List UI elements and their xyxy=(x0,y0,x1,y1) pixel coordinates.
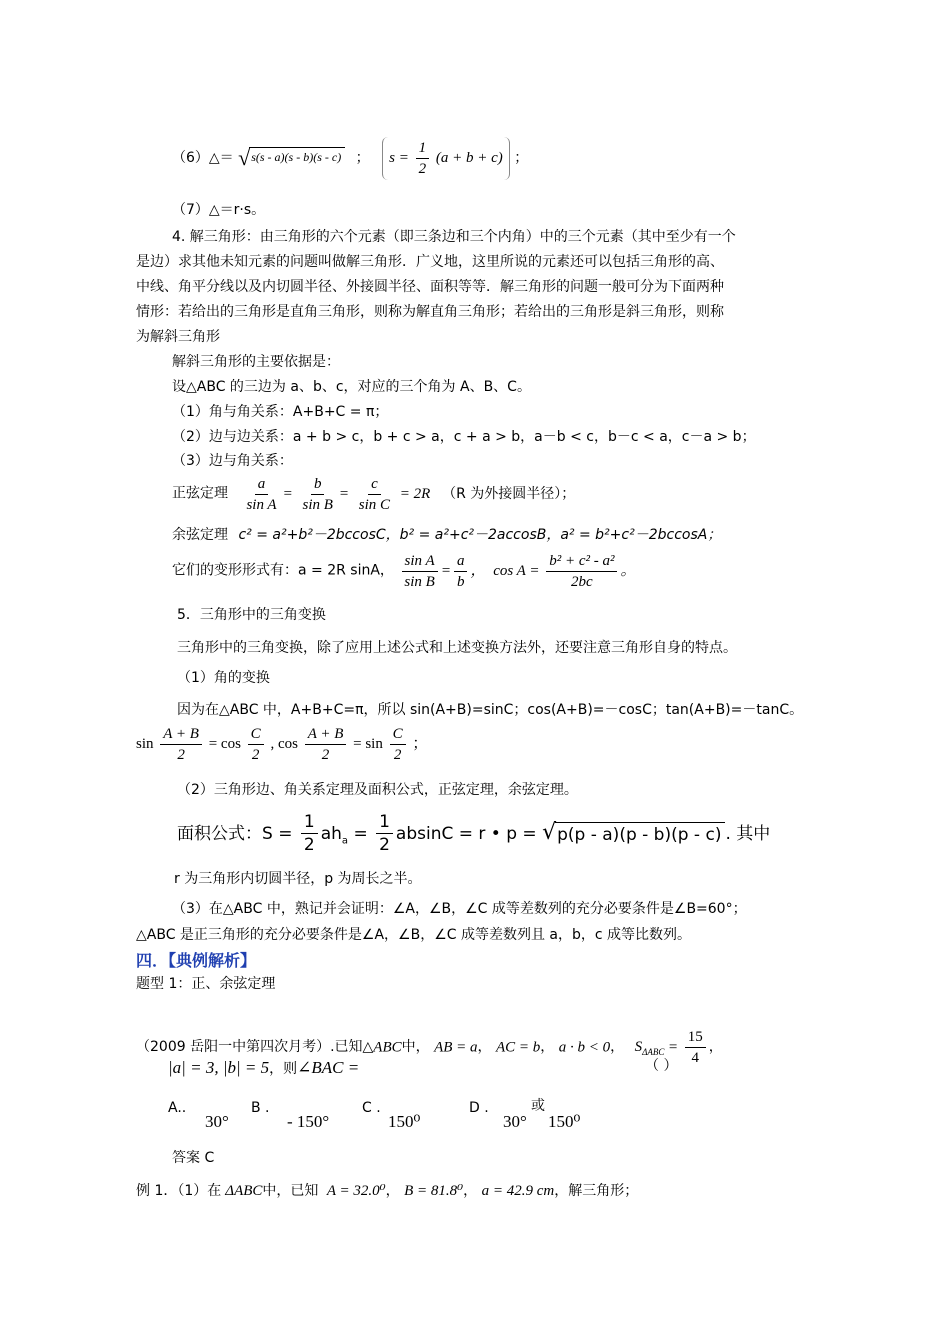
rule-2: （2）边与边关系：a + b > c，b + c > a，c + a > b，a－b < c，b－c < a，c－a > b； xyxy=(172,429,756,445)
para-4-line3: 中线、角平分线以及内切圆半径、外接圆半径、面积等等．解三角形的问题一般可分为下面两种 xyxy=(136,279,724,295)
question-line2: |a| = 3, |b| = 5，则∠BAC = xyxy=(168,1058,360,1077)
setup-line: 设△ABC 的三边为 a、b、c，对应的三个角为 A、B、C。 xyxy=(172,379,531,395)
topic-1-title: 题型 1：正、余弦定理 xyxy=(136,976,276,992)
option-b-value: - 150° xyxy=(287,1112,330,1131)
angle-transform-text: 因为在△ABC 中，A+B+C=π，所以 sin(A+B)=sinC；cos(A+B)=－cosC；tan(A+B)=－tanC。 xyxy=(177,702,804,718)
formula-6-label: （6）△＝ xyxy=(172,149,234,166)
section-4-heading: 四．【典例解析】 xyxy=(136,951,257,970)
example-1-line: 例 1．（1）在 ΔABC中，已知 A = 32.0⁰， B = 81.8⁰， a = 42.9 cm，解三角形； xyxy=(136,1183,639,1199)
formula-6: （6）△＝ √ s(s - a)(s - b)(s - c) ； s = $\frac{1}{2}$ (a + b + c) ； xyxy=(172,137,528,180)
heron-sqrt: √ s(s - a)(s - b)(s - c) xyxy=(238,147,345,169)
condition-line1: （3）在△ABC 中，熟记并会证明：∠A，∠B，∠C 成等差数列的充分必要条件是∠B=60°； xyxy=(172,901,747,917)
area-formula: 面积公式：S = $\frac{1}{2}$ $ah_a$ = $\frac{1}{2}$ absinC = r • p = √ p(p - a)(p - b)(p - c) . 其中 xyxy=(177,812,771,856)
para-4-line2: 是边）求其他未知元素的问题叫做解三角形．广义地，这里所说的元素还可以包括三角形的高、 xyxy=(136,254,724,270)
law-variants: 它们的变形形式有：a = 2R sinA， $\frac{\text{sin A}}{\text{sin B}}$ = $\frac{a}{b}$ ， cos A = $\frac{\text{b² + c² - a²}}{2bc}$ 。 xyxy=(172,553,636,590)
option-d-or: 或 xyxy=(531,1098,545,1114)
option-a-label: A.. xyxy=(168,1100,187,1116)
option-d-label: D . xyxy=(469,1100,489,1116)
section-5-title: 5．三角形中的三角变换 xyxy=(177,607,326,623)
option-d-value1: 30° xyxy=(503,1112,527,1131)
r-p-note: r 为三角形内切圆半径，p 为周长之半。 xyxy=(174,871,422,887)
para-4-line4: 情形：若给出的三角形是直角三角形，则称为解直角三角形；若给出的三角形是斜三角形，则称 xyxy=(136,304,724,320)
cosine-law: 余弦定理 c² = a²+b²－2bccosC，b² = a²+c²－2accosB，a² = b²+c²－2bccosA； xyxy=(172,527,722,543)
basis-line: 解斜三角形的主要依据是： xyxy=(172,354,340,370)
option-c-label: C . xyxy=(362,1100,381,1116)
section-5-intro: 三角形中的三角变换，除了应用上述公式和上述变换方法外，还要注意三角形自身的特点。 xyxy=(177,640,737,656)
option-d-value2: 150⁰ xyxy=(548,1112,581,1131)
sine-law: 正弦定理 $\frac{a}{\text{sin A}}$ = $\frac{b}{\text{sin B}}$ = $\frac{c}{\text{sin C}}$ = 2R （R 为外接圆半径）； xyxy=(172,476,576,513)
angle-transform-title: （1）角的变换 xyxy=(177,670,270,686)
condition-line2: △ABC 是正三角形的充分必要条件是∠A，∠B，∠C 成等差数列且 a，b，c 成等比数列。 xyxy=(136,927,692,943)
para-4-line1: 4. 解三角形：由三角形的六个元素（即三条边和三个内角）中的三个元素（其中至少有一个 xyxy=(172,229,736,245)
theorems-line: （2）三角形边、角关系定理及面积公式，正弦定理，余弦定理。 xyxy=(177,782,578,798)
question-line1: （2009 岳阳一中第四次月考）.已知△ABC中， AB = a， AC = b， a · b < 0， $S_{\Delta ABC}$ = $\frac{15}{4}$ ， xyxy=(136,1029,723,1066)
rule-1: （1）角与角关系：A+B+C = π； xyxy=(172,404,389,420)
rule-3: （3）边与角关系： xyxy=(172,453,293,469)
answer-paren: （ ） xyxy=(645,1058,678,1074)
half-angle-formula: sin $\frac{A + B}{2}$ = cos $\frac{C}{2}$ , cos $\frac{A + B}{2}$ = sin $\frac{C}{2}$ ； xyxy=(136,726,428,763)
option-a-value: 30° xyxy=(205,1112,229,1131)
answer-line: 答案 C xyxy=(172,1150,215,1166)
para-4-line5: 为解斜三角形 xyxy=(136,329,220,345)
option-b-label: B . xyxy=(251,1100,270,1116)
option-c-value: 150⁰ xyxy=(388,1112,421,1131)
semi-perimeter-box: s = $\frac{1}{2}$ (a + b + c) xyxy=(382,137,510,180)
formula-7: （7）△＝r·s。 xyxy=(172,202,266,218)
